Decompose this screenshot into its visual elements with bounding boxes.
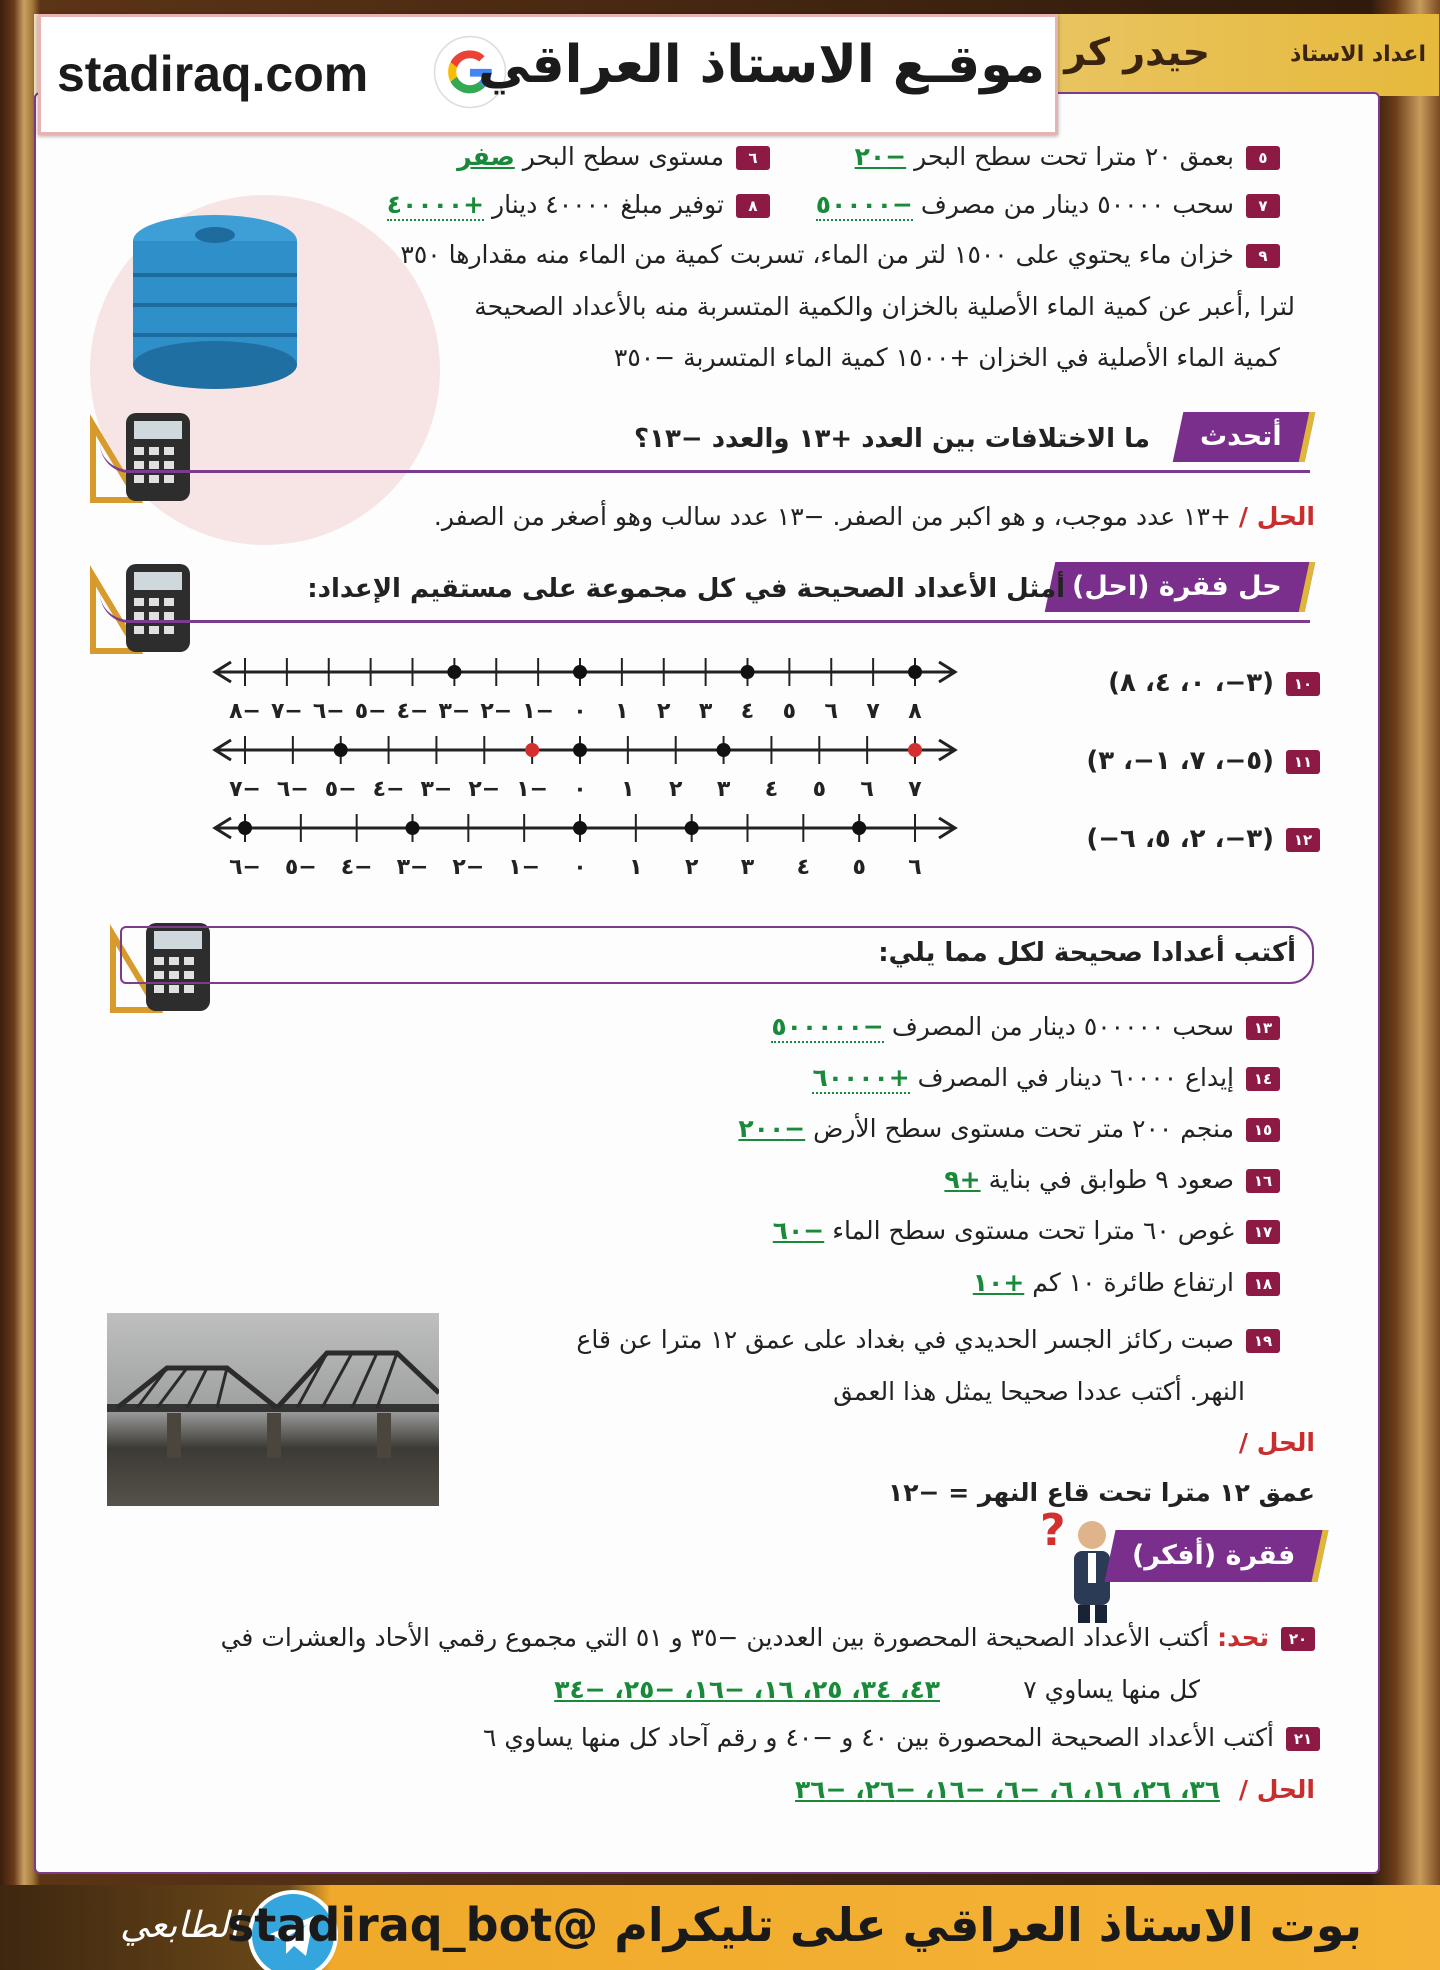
item-text: منجم ٢٠٠ متر تحت مستوى سطح الأرض — [813, 1114, 1234, 1143]
number-lines-figure — [195, 650, 975, 910]
tick-label: ٦ — [860, 777, 874, 802]
set-10 — [1000, 668, 1320, 698]
item-20-line1 — [85, 1623, 1315, 1652]
item-answer: +٦٠٠٠٠ — [812, 1063, 910, 1092]
set-text: (٣−، ٠، ٤، ٨) — [1108, 668, 1274, 698]
item-answer: −٢٠ — [854, 142, 907, 171]
item-answer: صفر — [457, 142, 515, 171]
bridge-illustration — [107, 1313, 439, 1506]
item-9-answer: كمية الماء الأصلية في الخزان +١٥٠٠ كمية الماء المتسربة −٣٥٠ — [613, 343, 1280, 372]
tick-label: ٢ — [668, 777, 683, 802]
item-number: ٨ — [736, 194, 770, 218]
write-item — [600, 1268, 1280, 1297]
write-item — [600, 1012, 1280, 1041]
tick-label: ٠ — [573, 699, 587, 724]
set-12 — [1000, 824, 1320, 854]
plotted-point — [908, 665, 922, 679]
tick-label: ٢ — [657, 699, 671, 724]
tick-label: ٥− — [354, 699, 387, 724]
solution-text: +١٣ عدد موجب، و هو اكبر من الصفر. −١٣ عدد سالب وهو أصغر من الصفر. — [433, 502, 1231, 531]
tick-label: ٦ — [824, 699, 838, 724]
tick-label: ٠ — [573, 855, 587, 880]
item-number: ١٧ — [1246, 1220, 1280, 1244]
item-text: أكتب الأعداد الصحيحة المحصورة بين العددين −٣٥ و ٥١ التي مجموع رقمي الأحاد والعشرات في — [220, 1623, 1210, 1652]
item-text: خزان ماء يحتوي على ١٥٠٠ لتر من الماء، تسربت كمية من الماء منه مقدارها ٣٥٠ — [400, 240, 1234, 269]
set-text: (٥−، ٧، ١−، ٣) — [1086, 746, 1274, 776]
tick-label: ٣ — [716, 777, 731, 802]
footer-text: بوت الاستاذ العراقي على تليكرام @stadiraq_bot — [226, 1898, 1362, 1952]
plotted-point — [685, 821, 699, 835]
item-text: صعود ٩ طوابق في بناية — [988, 1165, 1234, 1194]
author-credit: اعداد الاستاذ — [1290, 42, 1426, 67]
item-answer: +٤٠٠٠٠ — [386, 190, 485, 219]
item-number: ١٩ — [1246, 1329, 1280, 1353]
tick-label: ١− — [522, 699, 555, 724]
bridge-photo — [107, 1313, 439, 1506]
plotted-point — [238, 821, 252, 835]
speak-question: ما الاختلافات بين العدد +١٣ والعدد −١٣؟ — [634, 424, 1150, 454]
plotted-point — [406, 821, 420, 835]
watermark-url: stadiraq.com — [57, 46, 369, 102]
tick-label: ١ — [621, 777, 635, 802]
item-9-line2: لترا ,أعبر عن كمية الماء الأصلية بالخزان والكمية المتسربة منه بالأعداد الصحيحة — [474, 292, 1295, 321]
item-number: ٩ — [1246, 244, 1280, 268]
item-5 — [854, 142, 1280, 171]
tick-label: ١− — [516, 777, 549, 802]
item-number: ٧ — [1246, 194, 1280, 218]
tick-label: ٥ — [782, 699, 797, 724]
tick-label: ٥ — [812, 777, 827, 802]
item-text: سحب ٥٠٠٠٠٠ دينار من المصرف — [891, 1012, 1234, 1041]
challenge-label: تحد: — [1217, 1623, 1269, 1652]
tick-label: ٣− — [396, 855, 429, 880]
item-6 — [380, 142, 770, 171]
item-number: ١٢ — [1286, 828, 1320, 852]
item-19-solution: عمق ١٢ مترا تحت قاع النهر = −١٢ — [888, 1478, 1315, 1507]
think-label: فقرة (أفكر) — [1104, 1530, 1328, 1582]
plotted-point — [447, 665, 461, 679]
set-11 — [1000, 746, 1320, 776]
author-name: حيدر كر — [1064, 30, 1210, 74]
item-text: ارتفاع طائرة ١٠ كم — [1032, 1268, 1234, 1297]
write-item — [600, 1216, 1280, 1245]
item-text: بعمق ٢٠ مترا تحت سطح البحر — [914, 142, 1234, 171]
item-answer: +٩ — [944, 1165, 981, 1194]
item-number: ٢٠ — [1281, 1627, 1315, 1651]
tick-label: ٧− — [229, 777, 261, 802]
item-answer: +١٠ — [972, 1268, 1025, 1297]
item-8 — [330, 190, 770, 219]
plotted-point — [908, 743, 922, 757]
item-number: ٥ — [1246, 146, 1280, 170]
item-answer: −٢٠٠ — [738, 1114, 806, 1143]
tick-label: ٢− — [452, 855, 485, 880]
tick-label: ١ — [615, 699, 629, 724]
item-number: ١٤ — [1246, 1067, 1280, 1091]
tick-label: ٤ — [764, 777, 779, 802]
tick-label: ٢− — [480, 699, 513, 724]
item-text: إيداع ٦٠٠٠٠ دينار في المصرف — [917, 1063, 1234, 1092]
tick-label: ٣ — [740, 855, 755, 880]
tick-label: ٢ — [684, 855, 699, 880]
tick-label: ٦− — [229, 855, 261, 880]
tick-label: ٤− — [396, 699, 429, 724]
write-item — [600, 1063, 1280, 1092]
tick-label: ٤− — [340, 855, 373, 880]
tick-label: ٤ — [796, 855, 811, 880]
write-bar — [120, 926, 1314, 984]
write-instruction: أكتب أعدادا صحيحة لكل مما يلي: — [878, 938, 1296, 968]
item-answer: −٥٠٠٠٠٠ — [771, 1012, 884, 1041]
item-number: ١٥ — [1246, 1118, 1280, 1142]
tick-label: ٤− — [372, 777, 405, 802]
set-text: (٣−، ٢، ٥، ٦−) — [1086, 824, 1274, 854]
tick-label: ٨ — [908, 699, 922, 724]
tick-label: ٣− — [420, 777, 453, 802]
item-text: مستوى سطح البحر — [522, 142, 724, 171]
solve-instruction: أمثل الأعداد الصحيحة في كل مجموعة على مستقيم الإعداد: — [307, 574, 1065, 604]
item-21-answer: ٣٦، ٢٦، ١٦، ٦، −٦، −١٦، −٢٦، −٣٦ — [795, 1775, 1220, 1804]
plotted-point — [852, 821, 866, 835]
tick-label: ٨− — [229, 699, 261, 724]
tick-label: ٥− — [324, 777, 357, 802]
item-21-line1 — [380, 1723, 1320, 1752]
item-9-line1 — [340, 240, 1280, 269]
item-text: أكتب الأعداد الصحيحة المحصورة بين ٤٠ و −٤٠ و رقم آحاد كل منها يساوي ٦ — [483, 1723, 1274, 1752]
printer-logo: الطابعي — [120, 1905, 239, 1946]
item-text: غوص ٦٠ مترا تحت مستوى سطح الماء — [832, 1216, 1234, 1245]
speak-solution — [330, 502, 1315, 531]
tick-label: ٦− — [312, 699, 345, 724]
item-20-answer: ٤٣، ٣٤، ٢٥، ١٦، −١٦، −٢٥، −٣٤ — [554, 1675, 940, 1704]
item-number: ١١ — [1286, 750, 1320, 774]
tick-label: ٦− — [276, 777, 309, 802]
speak-label: أتحدث — [1173, 412, 1315, 462]
solve-label: حل فقرة (احل) — [1045, 562, 1315, 612]
solution-label: الحل / — [1238, 502, 1315, 531]
item-number: ١٣ — [1246, 1016, 1280, 1040]
item-19-solution-label: الحل / — [1238, 1428, 1315, 1457]
item-answer: −٥٠٠٠٠ — [815, 190, 913, 219]
tick-label: ٧ — [866, 699, 880, 724]
watermark-banner — [38, 14, 1058, 135]
tick-label: ٧− — [270, 699, 303, 724]
item-number: ١٦ — [1246, 1169, 1280, 1193]
item-number: ١٨ — [1246, 1272, 1280, 1296]
water-tank-image — [120, 205, 310, 395]
svg-text:?: ? — [1040, 1505, 1066, 1556]
plotted-point — [741, 665, 755, 679]
write-item — [600, 1114, 1280, 1143]
tick-label: ٠ — [573, 777, 587, 802]
plotted-point — [573, 665, 587, 679]
item-text: سحب ٥٠٠٠٠ دينار من مصرف — [920, 190, 1234, 219]
tick-label: ٢− — [468, 777, 501, 802]
item-text: توفير مبلغ ٤٠٠٠٠ دينار — [492, 190, 724, 219]
tick-label: ١ — [629, 855, 643, 880]
watermark-title: موقـع الاستاذ العراقي — [478, 35, 1045, 95]
tick-label: ١− — [508, 855, 541, 880]
item-answer: −٦٠ — [772, 1216, 825, 1245]
item-19-line1 — [480, 1325, 1280, 1354]
tick-label: ٣ — [698, 699, 713, 724]
plotted-point — [334, 743, 348, 757]
item-text: صبت ركائز الجسر الحديدي في بغداد على عمق ١٢ مترا عن قاع — [576, 1325, 1234, 1354]
plotted-point — [573, 821, 587, 835]
write-item — [600, 1165, 1280, 1194]
item-19-line2: النهر. أكتب عددا صحيحا يمثل هذا العمق — [833, 1377, 1245, 1406]
tick-label: ٤ — [740, 699, 755, 724]
item-7 — [800, 190, 1280, 219]
item-21-solution-label: الحل / — [1238, 1775, 1315, 1804]
item-number: ٢١ — [1286, 1727, 1320, 1751]
tick-label: ٦ — [908, 855, 922, 880]
speak-bar — [100, 412, 1310, 473]
plotted-point — [717, 743, 731, 757]
tick-label: ٥ — [852, 855, 866, 880]
item-20-line2: كل منها يساوي ٧ — [1023, 1675, 1200, 1704]
plotted-point — [525, 743, 539, 757]
plotted-point — [573, 743, 587, 757]
tick-label: ٣− — [438, 699, 471, 724]
tick-label: ٥− — [284, 855, 317, 880]
solve-bar — [100, 562, 1310, 623]
item-number: ٦ — [736, 146, 770, 170]
tick-label: ٧ — [908, 777, 922, 802]
item-number: ١٠ — [1286, 672, 1320, 696]
